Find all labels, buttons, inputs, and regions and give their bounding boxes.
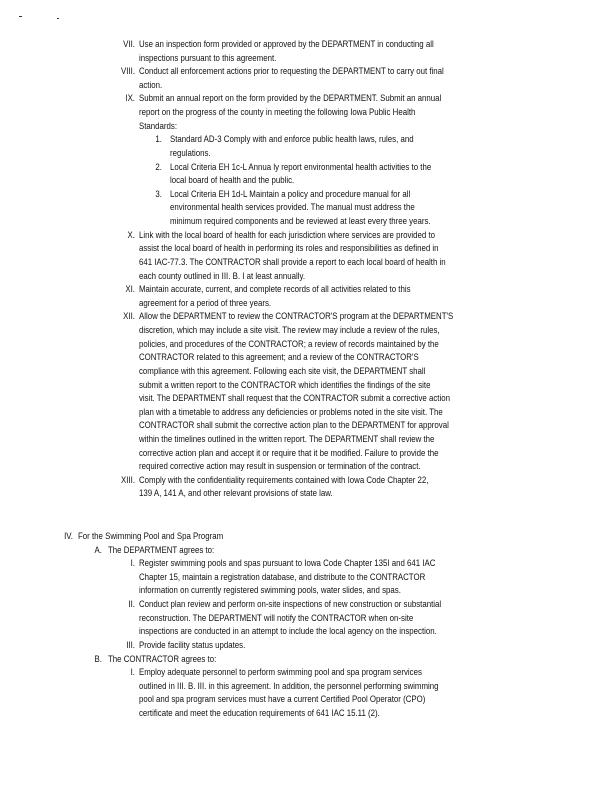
- section-item-text: The DEPARTMENT agrees to:: [108, 544, 215, 556]
- section-heading: For the Swimming Pool and Spa Program: [78, 531, 224, 542]
- list-item-text: CONTRACTOR related to this agreement; and a review of the CONTRACTOR'S: [139, 352, 419, 364]
- list-item-text: Maintain accurate, current, and complete records of all activities related to this: [139, 284, 411, 296]
- list-item-text: inspections pursuant to this agreement.: [139, 52, 277, 64]
- scan-speck: [19, 16, 22, 17]
- list-item-text: Link with the local board of health for each jurisdiction where services are provided to: [139, 229, 436, 241]
- list-item-text: Use an inspection form provided or approved by the DEPARTMENT in conducting all: [139, 39, 434, 50]
- list-item-text: each county outlined in III. B. I at least annually.: [139, 270, 306, 282]
- list-item-number: VIII.: [121, 66, 135, 78]
- list-item-number: 1.: [155, 134, 162, 146]
- section-item-text: The CONTRACTOR agrees to:: [108, 653, 217, 665]
- list-item-text: discretion, which may include a site visit. The review may include a review of the rules,: [139, 325, 440, 337]
- section-item-number: II.: [128, 599, 135, 611]
- list-item-text: within the timelines outlined in the written report. The DEPARTMENT shall review the: [139, 433, 435, 445]
- section-item-number: A.: [94, 544, 102, 556]
- scan-speck: [57, 18, 59, 19]
- list-item-text: CONTRACTOR shall submit the corrective action plan to the DEPARTMENT for approval: [139, 420, 449, 432]
- section-item-number: B.: [94, 653, 102, 665]
- section-item-number: I.: [130, 558, 135, 570]
- list-item-text: Allow the DEPARTMENT to review the CONTRACTOR'S program at the DEPARTMENT'S: [139, 311, 454, 323]
- list-item-number: XI.: [125, 284, 135, 296]
- section-item-text: Employ adequate personnel to perform swimming pool and spa program services: [139, 667, 422, 679]
- section-item-text: Provide facility status updates.: [139, 639, 246, 651]
- list-item-number: X.: [127, 229, 135, 241]
- list-item-number: VII.: [123, 39, 135, 50]
- list-item-text: policies, and procedures of the CONTRACTOR; a review of records maintained by the: [139, 338, 439, 350]
- list-item-number: 2.: [155, 161, 162, 173]
- list-item-text: Comply with the confidentiality requirements contained with Iowa Code Chapter 22,: [139, 474, 429, 486]
- list-item-text: Conduct all enforcement actions prior to requesting the DEPARTMENT to carry out final: [139, 66, 444, 78]
- section-item-text: Chapter 15, maintain a registration database, and distribute to the CONTRACTOR: [139, 571, 426, 583]
- section-item-number: I.: [130, 667, 135, 679]
- list-item-text: environmental health services provided. The manual must address the: [170, 202, 415, 214]
- section-item-number: III.: [126, 639, 135, 651]
- list-item-text: Local Criteria EH 1c-L Annua ly report environmental health activities to the: [170, 161, 432, 173]
- list-item-text: action.: [139, 79, 163, 91]
- list-item-text: submit a written report to the CONTRACTOR which identifies the findings of the site: [139, 379, 431, 391]
- list-item-text: Local Criteria EH 1d-L Maintain a policy and procedure manual for all: [170, 188, 411, 200]
- list-item-text: local board of health and the public.: [170, 175, 295, 187]
- section-item-text: Register swimming pools and spas pursuant to Iowa Code Chapter 135I and 641 IAC: [139, 558, 436, 570]
- list-item-text: minimum required components and be reviewed at least every three years.: [170, 216, 431, 228]
- list-item-text: Standards:: [139, 120, 178, 132]
- list-item-number: XIII.: [121, 474, 135, 486]
- list-item-text: assist the local board of health in performing its roles and responsibilities as defined in: [139, 243, 439, 255]
- section-item-text: inspections are conducted in an attempt to include the local agency on the inspection.: [139, 626, 437, 638]
- list-item-text: compliance with this agreement. Following each site visit, the DEPARTMENT shall: [139, 365, 426, 377]
- list-item-text: required corrective action may result in suspension or termination of the contract.: [139, 461, 421, 473]
- section-item-text: certificate and meet the education requirements of 641 IAC 15.11 (2).: [139, 708, 380, 720]
- list-item-text: visit. The DEPARTMENT shall request that the CONTRACTOR submit a corrective action: [139, 393, 450, 405]
- section-item-text: Conduct plan review and perform on-site inspections of new construction or substantial: [139, 599, 442, 611]
- list-item-text: report on the progress of the county in meeting the following Iowa Public Health: [139, 107, 416, 119]
- section-item-text: reconstruction. The DEPARTMENT will notify the CONTRACTOR when on-site: [139, 612, 414, 624]
- section-item-text: information on currently registered swimming pools, water slides, and spas.: [139, 585, 401, 597]
- list-item-text: Submit an annual report on the form provided by the DEPARTMENT. Submit an annual: [139, 93, 442, 105]
- list-item-number: 3.: [155, 188, 162, 200]
- section-item-text: pool and spa program services must have a current Certified Pool Operator (CPO): [139, 694, 426, 706]
- list-item-text: Standard AD-3 Comply with and enforce public health laws, rules, and: [170, 134, 414, 146]
- list-item-text: corrective action plan and accept it or require that it be modified. Failure to provide the: [139, 447, 439, 459]
- section-item-number: IV.: [64, 531, 73, 542]
- list-item-text: agreement for a period of three years.: [139, 297, 272, 309]
- list-item-text: regulations.: [170, 147, 211, 159]
- list-item-number: XII.: [123, 311, 135, 323]
- list-item-number: IX.: [125, 93, 135, 105]
- list-item-text: 139 A, 141 A, and other relevant provisions of state law.: [139, 488, 333, 500]
- list-item-text: plan with a timetable to address any deficiencies or problems noted in the site visit. The: [139, 406, 443, 418]
- section-item-text: outlined in III. B. III. in this agreement. In addition, the personnel performing swimming: [139, 680, 439, 692]
- list-item-text: 641 IAC-77.3. The CONTRACTOR shall provide a report to each local board of health in: [139, 256, 446, 268]
